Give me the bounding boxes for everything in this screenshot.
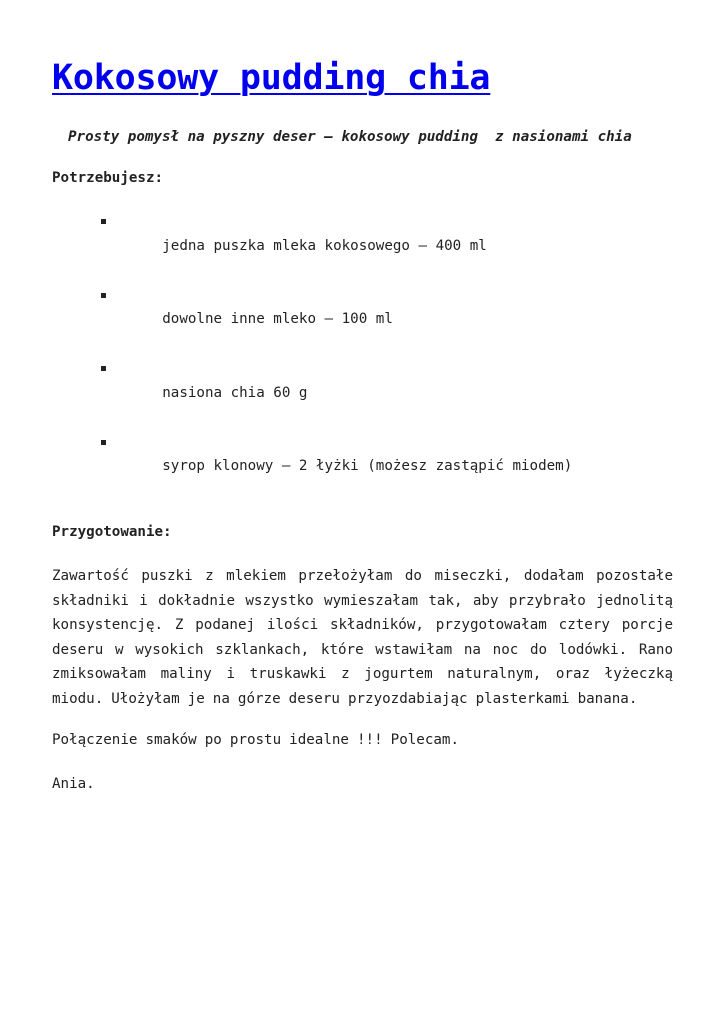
ingredient-text: jedna puszka mleka kokosowego – 400 ml xyxy=(162,237,487,254)
ingredients-heading: Potrzebujesz: xyxy=(52,170,164,186)
preparation-heading: Przygotowanie: xyxy=(52,524,172,540)
ingredient-text: nasiona chia 60 g xyxy=(162,384,308,401)
preparation-text: Zawartość puszki z mlekiem przełożyłam do miseczki, dodałam pozostałe składniki i dokładnie wszystko wymieszałam tak, aby przybrało jednolitą konsystencję. Z podanej ilości składników, przygotowałam cztery porcje deseru w wysokich szklankach, które wstawiłam na noc do lodówki. Rano zmiksowałam maliny i truskawki z jogurtem naturalnym, oraz łyżeczką miodu. Ułożyłam je na górze deseru przyozdabiając plasterkami banana. xyxy=(52,568,673,707)
ingredient-text: syrop klonowy – 2 łyżki (możesz zastąpić miodem) xyxy=(162,458,573,474)
author-signature: Ania. xyxy=(52,775,95,792)
article-intro: Prosty pomysł na pyszny deser – kokosowy pudding z nasionami chia xyxy=(68,129,632,145)
ingredient-item xyxy=(101,430,673,504)
square-bullet-icon xyxy=(101,219,106,224)
ingredient-item xyxy=(101,356,673,430)
square-bullet-icon xyxy=(101,293,106,298)
ingredients-list xyxy=(52,209,673,503)
square-bullet-icon xyxy=(101,366,106,371)
ingredient-item xyxy=(101,209,673,283)
article xyxy=(52,52,673,796)
ingredient-item xyxy=(101,283,673,357)
summary-text: Połączenie smaków po prostu idealne !!! Polecam. xyxy=(52,732,459,748)
ingredient-text: dowolne inne mleko – 100 ml xyxy=(162,311,393,327)
article-title-link[interactable]: Kokosowy pudding chia xyxy=(52,58,491,98)
square-bullet-icon xyxy=(101,440,106,445)
